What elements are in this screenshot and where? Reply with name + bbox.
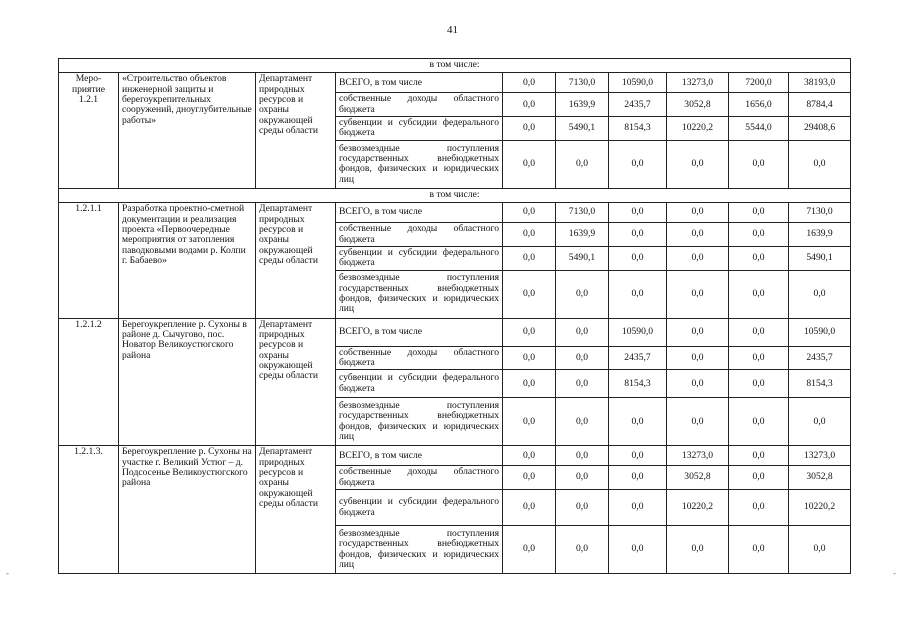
funding-source: субвенции и субсидии федерального бюджета: [336, 370, 503, 398]
year-value: 0,0: [503, 446, 556, 466]
measure-number: 1.2.1.1: [59, 203, 119, 318]
year-value: 0,0: [556, 526, 609, 574]
year-value: 2435,7: [609, 93, 667, 117]
year-value: 8154,3: [609, 117, 667, 141]
year-value: 0,0: [556, 140, 609, 188]
year-value: 3052,8: [667, 466, 729, 490]
total-value: 10590,0: [789, 318, 851, 346]
year-value: 7200,0: [729, 73, 789, 93]
year-value: 0,0: [729, 246, 789, 270]
year-value: 0,0: [503, 117, 556, 141]
year-value: 0,0: [556, 318, 609, 346]
year-value: 0,0: [667, 223, 729, 247]
year-value: 0,0: [556, 446, 609, 466]
year-value: 10220,2: [667, 490, 729, 526]
year-value: 0,0: [667, 526, 729, 574]
year-value: 1639,9: [556, 223, 609, 247]
subtotal-header-row: [59, 59, 851, 73]
total-value: 1639,9: [789, 223, 851, 247]
table-row: [59, 203, 851, 223]
funding-source: ВСЕГО, в том числе: [336, 73, 503, 93]
year-value: 13273,0: [667, 73, 729, 93]
year-value: 10590,0: [609, 73, 667, 93]
year-value: 0,0: [609, 490, 667, 526]
responsible-department: Департамент природных ресурсов и охраны окружающей среды области: [256, 318, 336, 446]
year-value: 0,0: [667, 398, 729, 446]
in-that-number-label: в том числе:: [59, 59, 851, 73]
year-value: 0,0: [503, 526, 556, 574]
year-value: 0,0: [609, 398, 667, 446]
measure-number: 1.2.1.3.: [59, 446, 119, 574]
year-value: 0,0: [556, 398, 609, 446]
measure-number: Меро- приятие 1.2.1: [59, 73, 119, 188]
margin-mark: -: [6, 568, 9, 578]
year-value: 0,0: [609, 140, 667, 188]
page-number: 41: [447, 24, 458, 36]
year-value: 5490,1: [556, 246, 609, 270]
responsible-department: Департамент природных ресурсов и охраны окружающей среды области: [256, 73, 336, 188]
year-value: 7130,0: [556, 203, 609, 223]
year-value: 10590,0: [609, 318, 667, 346]
total-value: 10220,2: [789, 490, 851, 526]
measure-name: Берегоукрепление р. Сухоны на участке г. Великий Устюг – д. Подсосенье Великоустюгского района: [119, 446, 256, 574]
total-value: 0,0: [789, 526, 851, 574]
subtotal-header-row: [59, 188, 851, 202]
year-value: 0,0: [609, 466, 667, 490]
total-value: 2435,7: [789, 346, 851, 370]
year-value: 0,0: [609, 203, 667, 223]
year-value: 0,0: [503, 466, 556, 490]
table-body: [59, 59, 851, 574]
year-value: 1639,9: [556, 93, 609, 117]
year-value: 0,0: [729, 203, 789, 223]
year-value: 0,0: [609, 526, 667, 574]
funding-source: собственные доходы областного бюджета: [336, 346, 503, 370]
table-row: [59, 73, 851, 93]
funding-source: ВСЕГО, в том числе: [336, 203, 503, 223]
year-value: 2435,7: [609, 346, 667, 370]
total-value: 13273,0: [789, 446, 851, 466]
year-value: 0,0: [609, 223, 667, 247]
program-table: [58, 58, 851, 574]
year-value: 0,0: [556, 270, 609, 318]
funding-source: субвенции и субсидии федерального бюджета: [336, 117, 503, 141]
year-value: 0,0: [503, 73, 556, 93]
year-value: 0,0: [667, 270, 729, 318]
funding-source: субвенции и субсидии федерального бюджета: [336, 490, 503, 526]
responsible-department: Департамент природных ресурсов и охраны окружающей среды области: [256, 446, 336, 574]
funding-source: безвозмездные поступления государственных внебюджетных фондов, физических и юридических лиц: [336, 526, 503, 574]
funding-source: ВСЕГО, в том числе: [336, 446, 503, 466]
funding-source: безвозмездные поступления государственных внебюджетных фондов, физических и юридических лиц: [336, 398, 503, 446]
year-value: 0,0: [667, 203, 729, 223]
year-value: 10220,2: [667, 117, 729, 141]
year-value: 0,0: [667, 140, 729, 188]
year-value: 0,0: [503, 140, 556, 188]
funding-source: собственные доходы областного бюджета: [336, 93, 503, 117]
year-value: 0,0: [729, 140, 789, 188]
year-value: 0,0: [503, 318, 556, 346]
total-value: 38193,0: [789, 73, 851, 93]
funding-source: субвенции и субсидии федерального бюджета: [336, 246, 503, 270]
total-value: 8154,3: [789, 370, 851, 398]
measure-name: «Строительство объектов инженерной защиты и берегоукрепительных сооружений, дноуглубительные работы»: [119, 73, 256, 188]
year-value: 0,0: [556, 466, 609, 490]
year-value: 0,0: [556, 490, 609, 526]
year-value: 0,0: [729, 223, 789, 247]
year-value: 1656,0: [729, 93, 789, 117]
year-value: 0,0: [609, 246, 667, 270]
year-value: 0,0: [729, 446, 789, 466]
funding-source: безвозмездные поступления государственных внебюджетных фондов, физических и юридических лиц: [336, 270, 503, 318]
measure-name: Берегоукрепление р. Сухоны в районе д. Сычугово, пос. Новатор Великоустюгского района: [119, 318, 256, 446]
year-value: 0,0: [667, 246, 729, 270]
year-value: 7130,0: [556, 73, 609, 93]
year-value: 0,0: [729, 270, 789, 318]
year-value: 0,0: [503, 370, 556, 398]
year-value: 0,0: [503, 490, 556, 526]
total-value: 3052,8: [789, 466, 851, 490]
year-value: 0,0: [556, 370, 609, 398]
year-value: 13273,0: [667, 446, 729, 466]
funding-source: собственные доходы областного бюджета: [336, 466, 503, 490]
total-value: 0,0: [789, 398, 851, 446]
total-value: 8784,4: [789, 93, 851, 117]
year-value: 0,0: [556, 346, 609, 370]
total-value: 5490,1: [789, 246, 851, 270]
measure-name: Разработка проектно-сметной документации и реализация проекта «Первоочередные мероприятия от затопления паводковыми водами р. Колпи г. Бабаево»: [119, 203, 256, 318]
table-row: [59, 446, 851, 466]
in-that-number-label: в том числе:: [59, 188, 851, 202]
year-value: 0,0: [503, 346, 556, 370]
year-value: 0,0: [667, 370, 729, 398]
margin-mark: -: [893, 568, 896, 578]
year-value: 0,0: [667, 346, 729, 370]
funding-source: собственные доходы областного бюджета: [336, 223, 503, 247]
measure-number: 1.2.1.2: [59, 318, 119, 446]
total-value: 0,0: [789, 270, 851, 318]
year-value: 0,0: [503, 93, 556, 117]
year-value: 5544,0: [729, 117, 789, 141]
year-value: 0,0: [729, 318, 789, 346]
year-value: 3052,8: [667, 93, 729, 117]
funding-source: безвозмездные поступления государственных внебюджетных фондов, физических и юридических лиц: [336, 140, 503, 188]
year-value: 0,0: [729, 346, 789, 370]
year-value: 0,0: [609, 446, 667, 466]
year-value: 0,0: [609, 270, 667, 318]
year-value: 0,0: [503, 223, 556, 247]
year-value: 0,0: [729, 526, 789, 574]
year-value: 0,0: [729, 490, 789, 526]
year-value: 0,0: [729, 466, 789, 490]
year-value: 5490,1: [556, 117, 609, 141]
funding-source: ВСЕГО, в том числе: [336, 318, 503, 346]
year-value: 0,0: [667, 318, 729, 346]
table-row: [59, 318, 851, 346]
responsible-department: Департамент природных ресурсов и охраны окружающей среды области: [256, 203, 336, 318]
year-value: 0,0: [503, 246, 556, 270]
year-value: 0,0: [503, 270, 556, 318]
total-value: 7130,0: [789, 203, 851, 223]
year-value: 8154,3: [609, 370, 667, 398]
year-value: 0,0: [729, 398, 789, 446]
total-value: 0,0: [789, 140, 851, 188]
year-value: 0,0: [729, 370, 789, 398]
total-value: 29408,6: [789, 117, 851, 141]
year-value: 0,0: [503, 203, 556, 223]
year-value: 0,0: [503, 398, 556, 446]
